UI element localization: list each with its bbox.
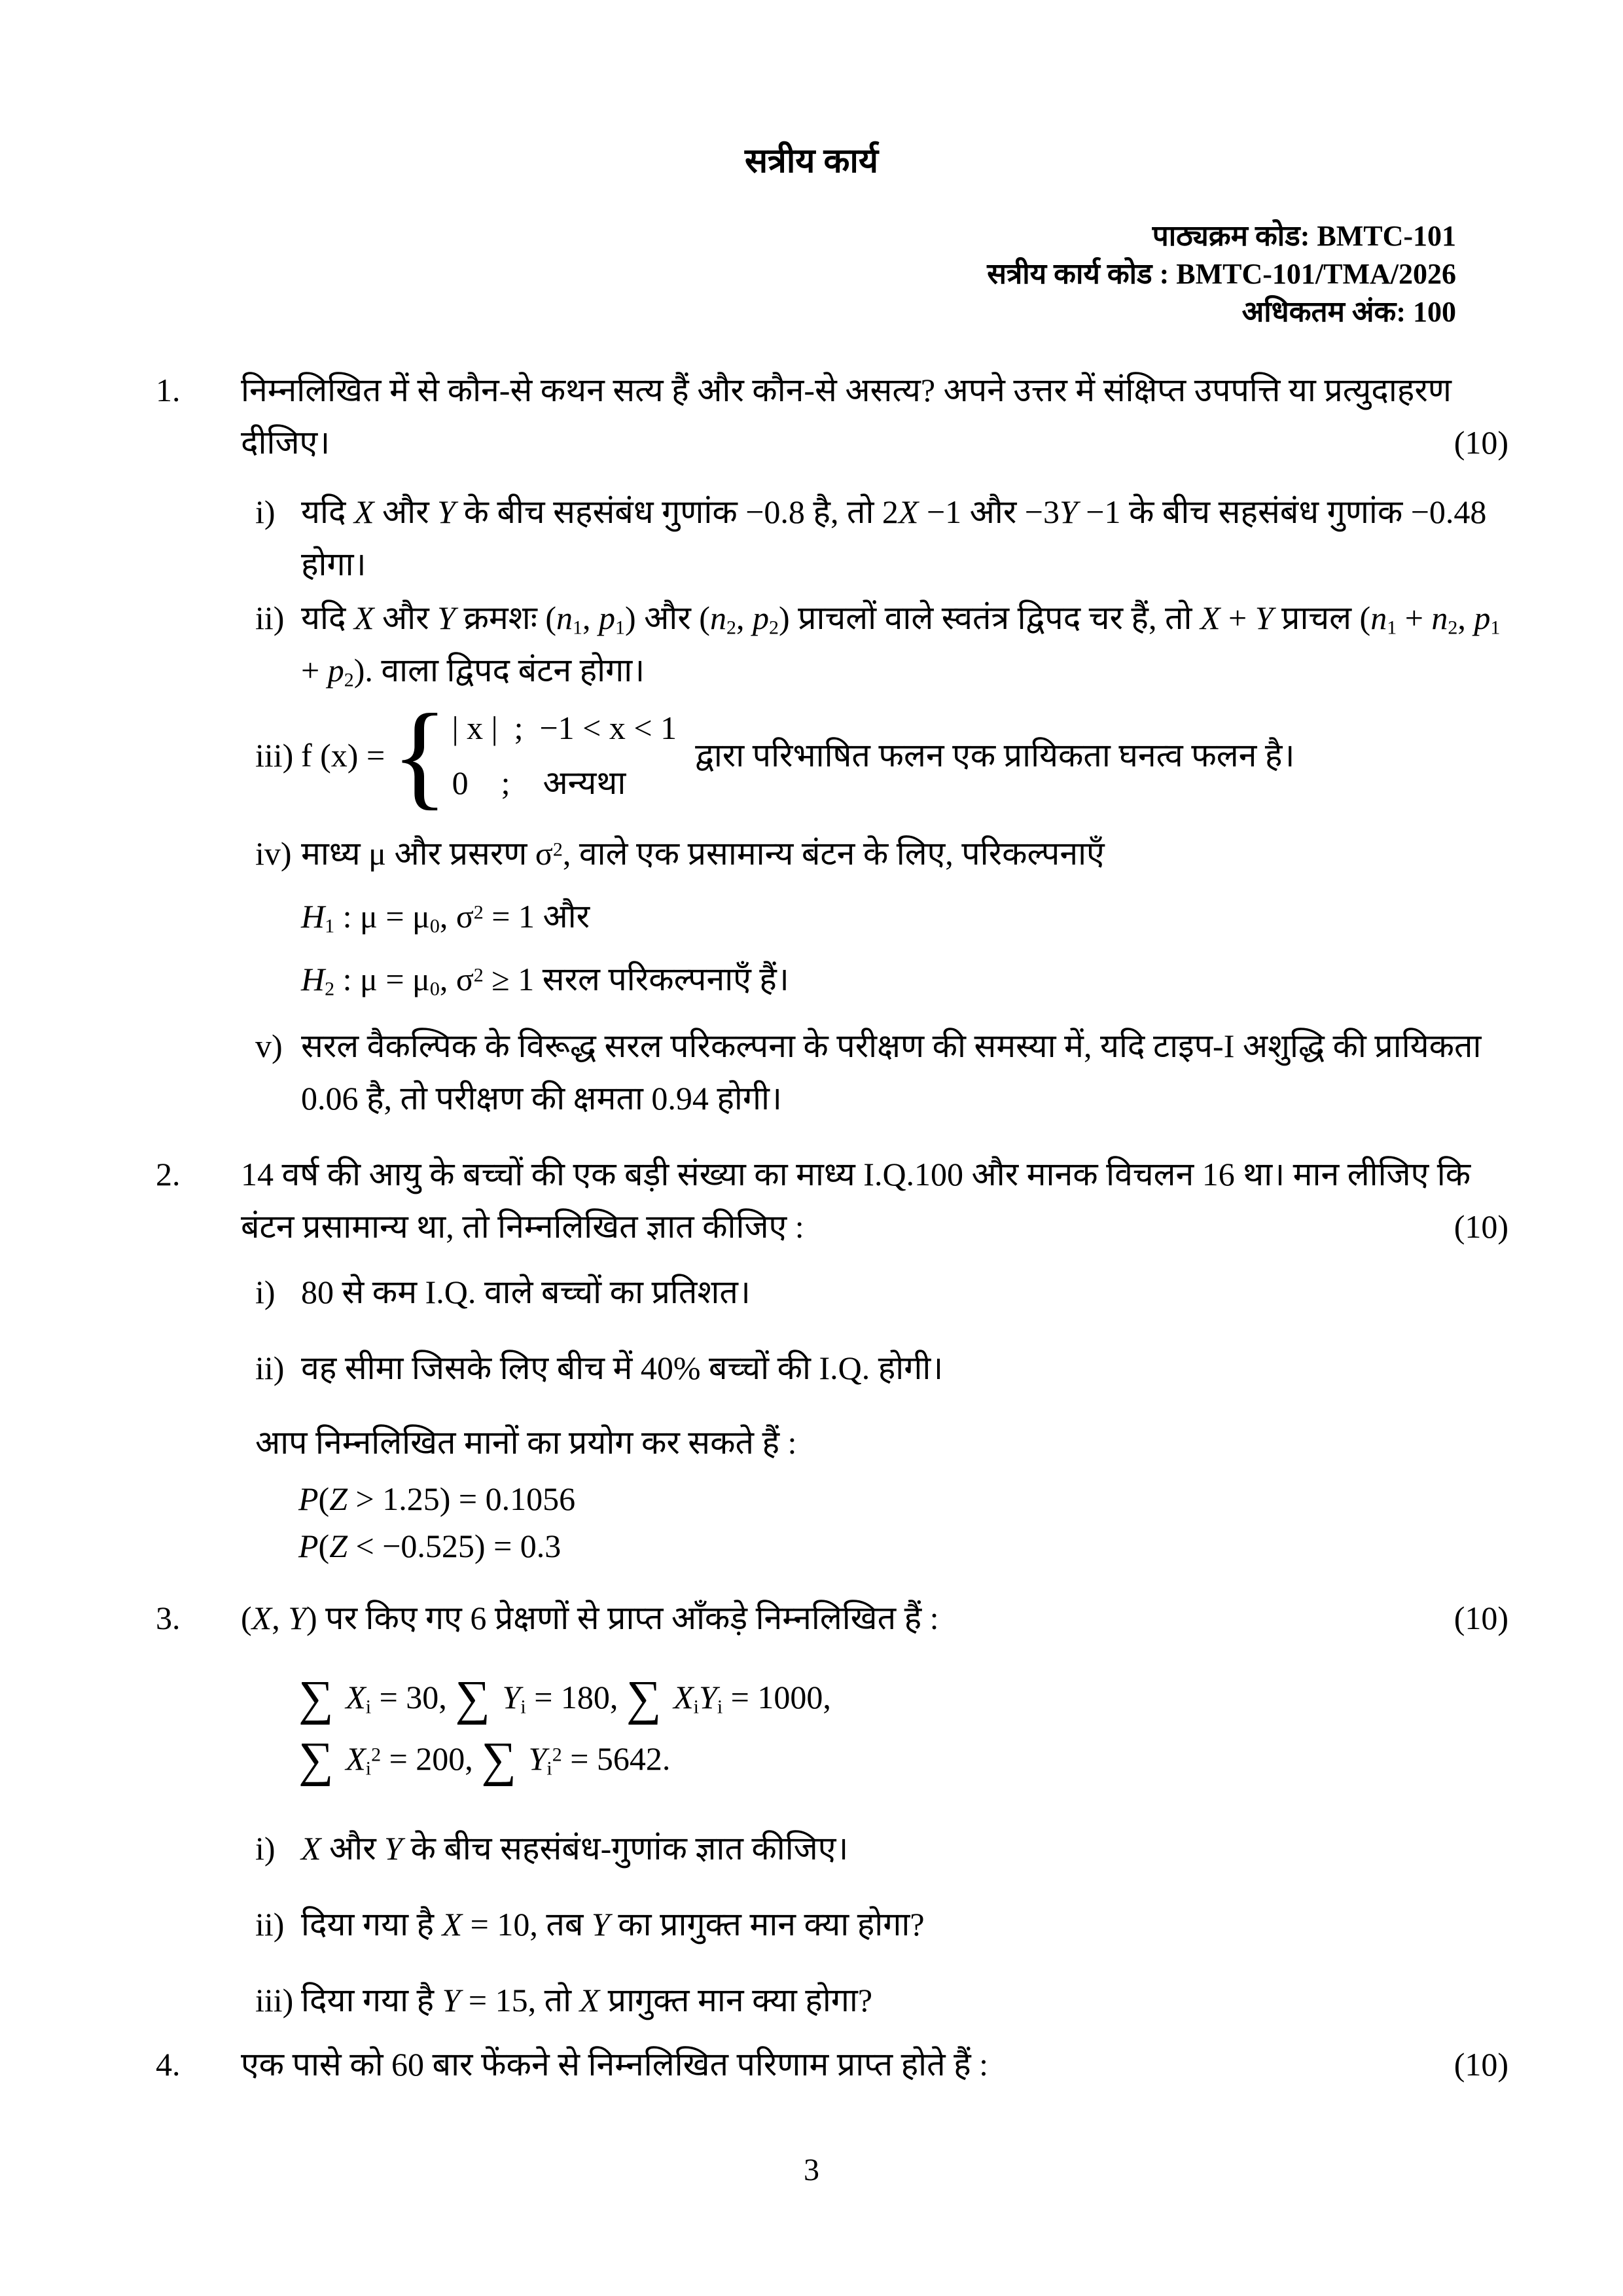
question-2-intro-text: 14 वर्ष की आयु के बच्चों की एक बड़ी संख्या का माध्य I.Q.100 और मानक विचलन 16 था। मान लीजिए कि बंटन प्रसामान्य था, तो निम्नलिखित ज्ञात कीजिए : bbox=[241, 1156, 1471, 1245]
question-1-intro bbox=[241, 364, 1508, 469]
question-3 bbox=[156, 1592, 1508, 2026]
question-1-marks: (10) bbox=[1454, 424, 1508, 461]
piecewise-tail-text: द्वारा परिभाषित फलन एक प्रायिकता घनत्व फलन है। bbox=[695, 737, 1295, 774]
q3-item-ii-label: ii) bbox=[255, 1906, 285, 1943]
question-1-intro-text: निम्नलिखित में से कौन-से कथन सत्य हैं और कौन-से असत्य? अपने उत्तर में संक्षिप्त उपपत्ति या प्रत्युदाहरण दीजिए। bbox=[241, 372, 1452, 461]
q2-note: आप निम्नलिखित मानों का प्रयोग कर सकते हैं : bbox=[255, 1424, 797, 1461]
question-1-number: 1. bbox=[156, 372, 181, 408]
q1-item-i bbox=[255, 486, 1508, 590]
q1-item-iii bbox=[255, 690, 1508, 820]
q1-item-v-text: सरल वैकल्पिक के विरूद्ध सरल परिकल्पना के परीक्षण की समस्या में, यदि टाइप-I अशुद्धि की प्रायिकता 0.06 है, तो परीक्षण की क्षमता 0.94 होगी। bbox=[301, 1028, 1482, 1117]
question-4-intro-text: एक पासे को 60 बार फेंकने से निम्नलिखित परिणाम प्राप्त होते हैं : bbox=[241, 2046, 989, 2083]
question-1 bbox=[156, 364, 1508, 1124]
header-course-code: पाठ्यक्रम कोड: BMTC-101 bbox=[1152, 220, 1456, 252]
q2-item-ii-label: ii) bbox=[255, 1350, 285, 1386]
page-number: 3 bbox=[804, 2153, 819, 2187]
formula-pz2: P(Z < −0.525) = 0.3 bbox=[298, 1528, 562, 1564]
q1-item-iv-label: iv) bbox=[255, 835, 292, 872]
question-2-marks: (10) bbox=[1454, 1208, 1508, 1245]
q3-summary-statistics bbox=[298, 1666, 1508, 1789]
formula-sums-2: ∑ $Xi^2 = 200$, ∑ $Yi^2 = 5642$. bbox=[298, 1732, 671, 1787]
question-3-intro-text: (X, Y) पर किए गए 6 प्रेक्षणों से प्राप्त आँकड़े निम्नलिखित हैं : bbox=[241, 1600, 939, 1636]
q2-item-ii bbox=[255, 1342, 1508, 1394]
q3-item-iii bbox=[255, 1974, 1508, 2026]
question-3-intro bbox=[241, 1592, 1508, 1644]
q2-z-values bbox=[298, 1475, 1508, 1570]
formula-pz1: P(Z > 1.25) = 0.1056 bbox=[298, 1480, 576, 1517]
formula-sums-1: ∑ Xi = 30, ∑ Yi = 180, ∑ XiYi = 1000, bbox=[298, 1671, 831, 1725]
question-4-intro bbox=[241, 2038, 1508, 2090]
q3-item-iii-label: iii) bbox=[255, 1982, 294, 2018]
q1-item-v bbox=[255, 1020, 1508, 1124]
question-4-marks: (10) bbox=[1454, 2046, 1508, 2083]
q2-item-ii-text: वह सीमा जिसके लिए बीच में 40% बच्चों की I.Q. होगी। bbox=[301, 1350, 944, 1386]
q2-item-i bbox=[255, 1266, 1508, 1318]
hypothesis-h2: H2 : μ = μ0, $\sigma^2 \ge 1$ सरल परिकल्पनाएँ हैं। bbox=[301, 961, 789, 1000]
header-assignment-code: सत्रीय कार्य कोड : BMTC-101/TMA/2026 bbox=[987, 258, 1456, 290]
q3-item-ii-text: दिया गया है X = 10, तब Y का प्रागुक्त मान क्या होगा? bbox=[301, 1906, 925, 1943]
piecewise-case-1: | x | ; −1 < x < 1 bbox=[452, 709, 677, 746]
question-3-number: 3. bbox=[156, 1600, 181, 1636]
q1-item-i-label: i) bbox=[255, 493, 276, 530]
q3-item-iii-text: दिया गया है Y = 15, तो X प्रागुक्त मान क्या होगा? bbox=[301, 1982, 873, 2018]
question-2 bbox=[156, 1148, 1508, 1570]
q3-item-i-text: X और Y के बीच सहसंबंध-गुणांक ज्ञात कीजिए। bbox=[301, 1830, 849, 1867]
q3-item-i bbox=[255, 1822, 1508, 1874]
question-4 bbox=[156, 2038, 1508, 2090]
q1-item-iii-label: iii) bbox=[255, 737, 294, 774]
q1-item-i-text: यदि X और Y के बीच सहसंबंध गुणांक −0.8 है, तो 2X −1 और −3Y −1 के बीच सहसंबंध गुणांक −0.48 होगा। bbox=[301, 493, 1487, 583]
q2-item-i-text: 80 से कम I.Q. वाले बच्चों का प्रतिशत। bbox=[301, 1274, 751, 1310]
q1-item-iv-text: माध्य μ और प्रसरण $\sigma^2$, वाले एक प्रसामान्य बंटन के लिए, परिकल्पनाएँ bbox=[301, 835, 1105, 872]
header-max-marks: अधिकतम अंक: 100 bbox=[1241, 296, 1456, 328]
piecewise-case-2: 0 ; अन्यथा bbox=[452, 764, 626, 801]
piecewise-cases bbox=[452, 700, 677, 810]
question-3-marks: (10) bbox=[1454, 1600, 1508, 1636]
header-block bbox=[0, 217, 1623, 331]
q1-item-iv bbox=[255, 827, 1508, 1005]
q1-item-ii bbox=[255, 592, 1508, 696]
q1-item-ii-label: ii) bbox=[255, 600, 285, 636]
q3-item-i-label: i) bbox=[255, 1830, 276, 1867]
doc-title: सत्रीय कार्य bbox=[744, 143, 879, 180]
piecewise-function bbox=[301, 690, 1508, 820]
question-2-intro bbox=[241, 1148, 1508, 1253]
hypothesis-h1: H1 : μ = μ0, $\sigma^2 = 1$ और bbox=[301, 898, 590, 937]
q1-item-ii-text: यदि X और Y क्रमशः (n1, p1) और (n2, p2) प्राचलों वाले स्वतंत्र द्विपद चर हैं, तो X + Y प्राचल (n1 + n2, p1 + p2). वाला द्विपद बंटन होगा। bbox=[301, 600, 1501, 691]
curly-brace: { bbox=[391, 690, 448, 820]
q2-item-i-label: i) bbox=[255, 1274, 276, 1310]
function-lhs: f (x) = bbox=[301, 737, 385, 774]
content bbox=[0, 364, 1623, 2090]
q3-item-ii bbox=[255, 1898, 1508, 1950]
question-4-number: 4. bbox=[156, 2046, 181, 2083]
question-2-number: 2. bbox=[156, 1156, 181, 1193]
q1-item-v-label: v) bbox=[255, 1028, 283, 1064]
